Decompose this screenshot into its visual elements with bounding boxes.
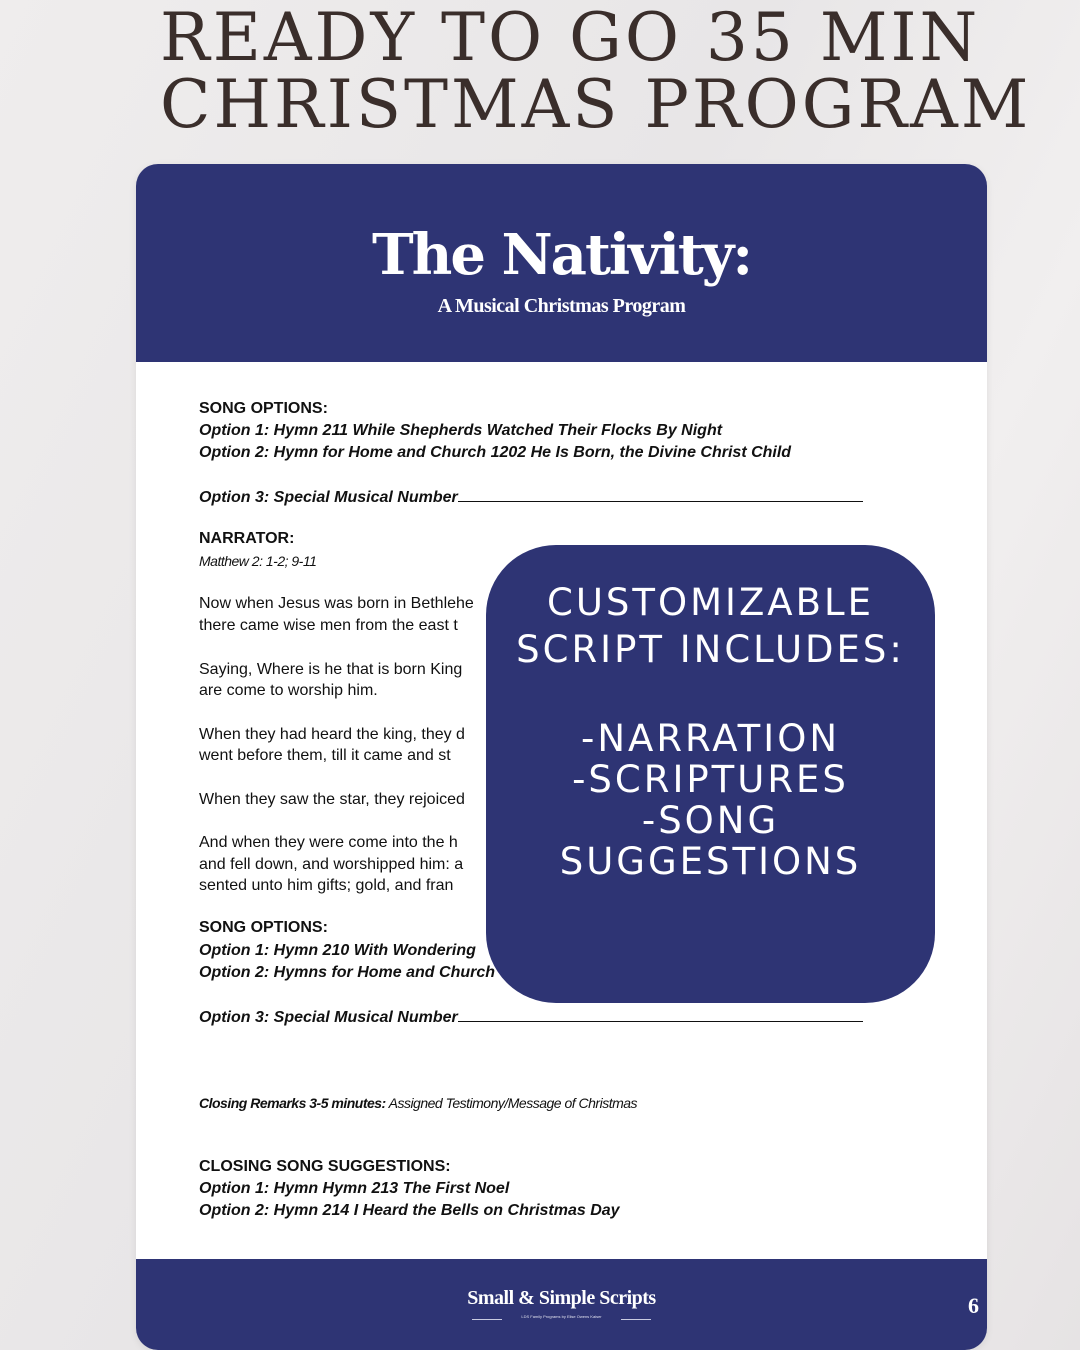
document-footer: [136, 1259, 987, 1350]
headline-line-1: READY TO GO 35 MIN: [160, 0, 981, 76]
document-title: The Nativity:: [371, 222, 751, 288]
closing-song-option-1: Option 1: Hymn Hymn 213 The First Noel: [199, 1180, 510, 1197]
song-options-heading: SONG OPTIONS:: [199, 919, 328, 936]
divider: [472, 1319, 502, 1320]
headline-line-2: CHRISTMAS PROGRAM: [160, 66, 1032, 143]
document-header: [136, 164, 987, 362]
callout-title-line-2: SCRIPT INCLUDES:: [516, 628, 905, 671]
divider: [621, 1319, 651, 1320]
song-option-3: Option 3: Special Musical Number: [199, 1008, 863, 1027]
song-option-2: Option 2: Hymns for Home and Church: [199, 964, 496, 981]
callout-item-narration: -NARRATION: [580, 717, 840, 760]
narration-text: When they had heard the king, they d: [199, 726, 465, 743]
narration-text: sented unto him gifts; gold, and fran: [199, 877, 454, 894]
callout-title-line-1: CUSTOMIZABLE: [547, 581, 874, 624]
closing-song-option-2: Option 2: Hymn 214 I Heard the Bells on Christmas Day: [199, 1202, 620, 1219]
callout-item-song: -SONG: [641, 799, 780, 842]
callout-item-suggestions: SUGGESTIONS: [559, 840, 862, 883]
fill-in-line: [458, 488, 863, 502]
closing-songs-heading: CLOSING SONG SUGGESTIONS:: [199, 1158, 451, 1175]
brand-tagline: LDS Family Programs by Elise Owens Kaiser: [521, 1314, 602, 1319]
song-option-1: Option 1: Hymn 211 While Shepherds Watched Their Flocks By Night: [199, 422, 723, 439]
song-option-1: Option 1: Hymn 210 With Wondering: [199, 942, 476, 959]
feature-callout: [486, 545, 935, 1003]
narrator-heading: NARRATOR:: [199, 530, 295, 547]
song-option-3: Option 3: Special Musical Number: [199, 488, 863, 507]
brand-logo: Small & Simple Scripts: [467, 1287, 656, 1309]
narration-text: and fell down, and worshipped him: a: [199, 856, 464, 873]
closing-remarks: Closing Remarks 3-5 minutes: Assigned Testimony/Message of Christmas: [199, 1095, 638, 1111]
narration-text: Now when Jesus was born in Bethlehe: [199, 595, 474, 612]
narration-text: there came wise men from the east t: [199, 617, 458, 634]
fill-in-line: [458, 1008, 863, 1022]
page-number: 6: [968, 1293, 979, 1318]
document-subtitle: A Musical Christmas Program: [437, 295, 686, 317]
narration-text: And when they were come into the h: [199, 834, 458, 851]
scripture-reference: Matthew 2: 1-2; 9-11: [199, 553, 317, 569]
narration-text: went before them, till it came and st: [199, 747, 451, 764]
song-option-2: Option 2: Hymn for Home and Church 1202 He Is Born, the Divine Christ Child: [199, 444, 792, 461]
narration-text: are come to worship him.: [199, 682, 378, 699]
callout-item-scriptures: -SCRIPTURES: [572, 758, 849, 801]
song-options-heading: SONG OPTIONS:: [199, 400, 328, 417]
narration-text: When they saw the star, they rejoiced: [199, 791, 465, 808]
narration-text: Saying, Where is he that is born King: [199, 661, 463, 678]
